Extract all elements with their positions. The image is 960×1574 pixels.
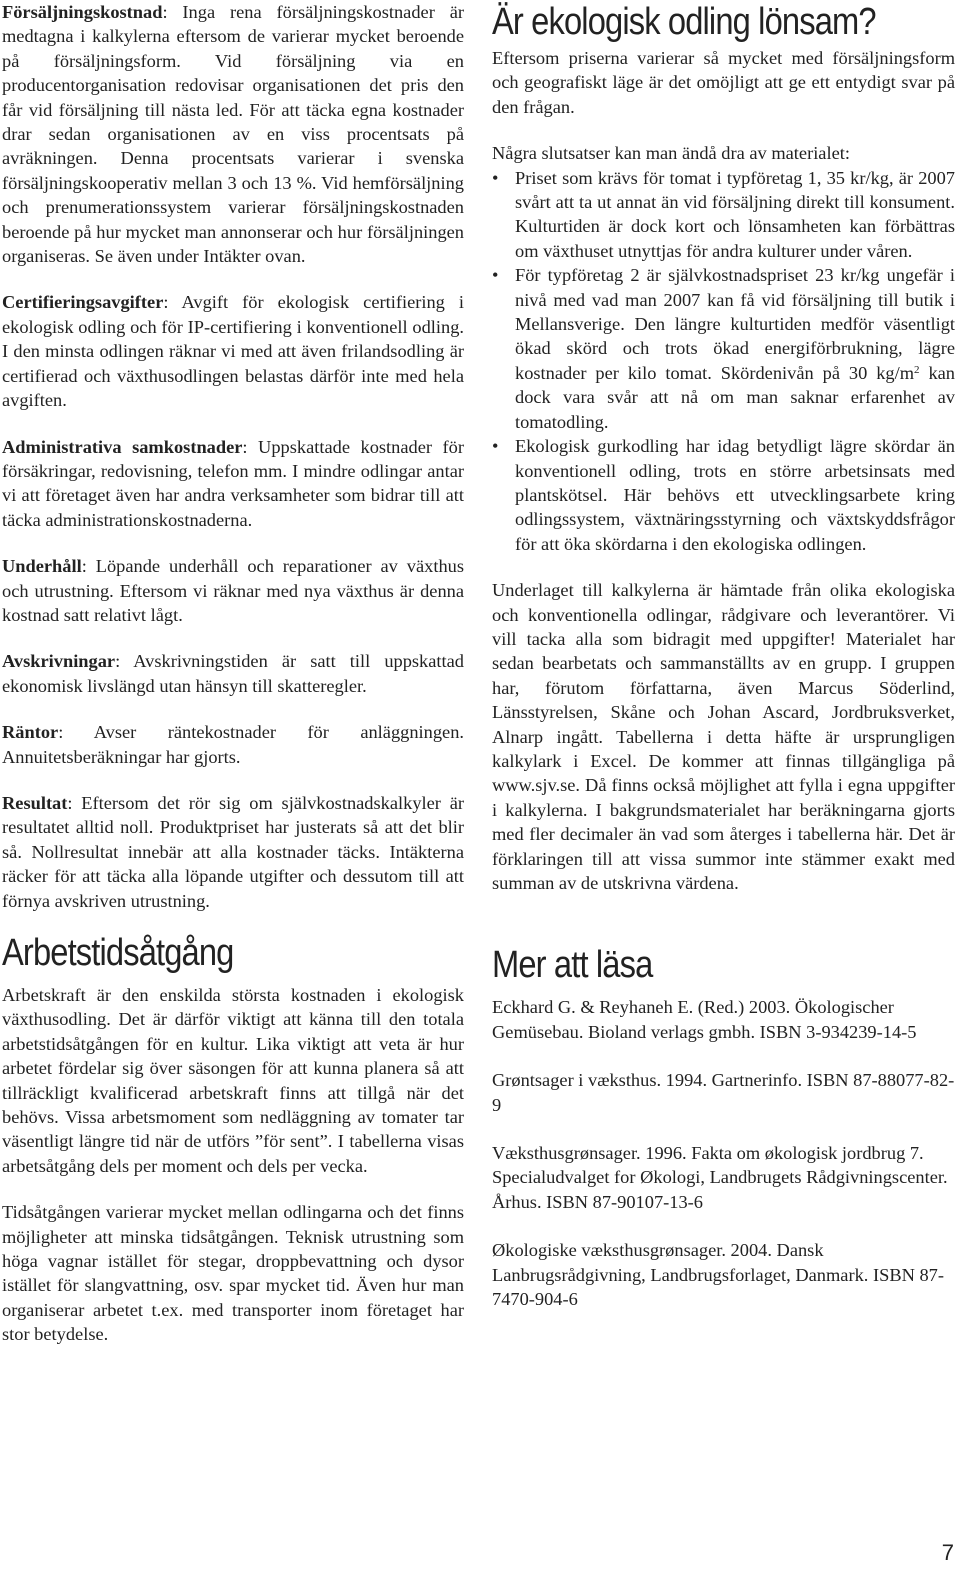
right-column	[492, 0, 955, 1311]
definition-certification-fees	[2, 290, 464, 412]
definition-sales-cost	[2, 0, 464, 268]
work-time-paragraph: Tidsåtgången varierar mycket mellan odlingarna och det finns möjligheter att minska tidsåtgången. Teknisk utrustning som höga vagnar istället för stegar, droppbevattning och dysor istället för slangvattning, osv. spar mycket tid. Även hur man organiserar arbetet t.ex. med transporter inom företaget har stor betydelse.	[2, 1202, 464, 1345]
list-item-text: För typföretag 2 är självkostnadspriset 23 kr/kg ungefär i nivå med vad man 2007 kan få vid försäljning till butik i Mellansverige. Den längre kulturtiden medför väsentligt ökad skörd och trots ökad energiförbrukning, lägre kostnader per kilo tomat. Skördenivån på 30 kg/m	[515, 265, 955, 383]
reference-item: Økologiske væksthusgrønsager. 2004. Dansk Lanbrugsrådgivning, Landbrugsforlaget, Danmark. ISBN 87-7470-904-6	[492, 1240, 944, 1310]
term-label: Certifieringsavgifter	[2, 292, 164, 313]
reference-item: Grøntsager i væksthus. 1994. Gartnerinfo. ISBN 87-88077-82-9	[492, 1070, 955, 1115]
work-time-paragraph: Arbetskraft är den enskilda största kostnaden i ekologisk växthusodling. Det är därför viktigt att känna till den totala arbetstidsåtgången för en kultur. Lika viktigt att veta är hur arbetet fördelar sig över säsongen för att kunna planera så att tillräckligt kvalificerad arbetskraft finns att tillgå när det behövs. Vissa arbetsmoment som nedläggning av tomater tar väsentligt längre tid när de utförs ”för sent”. I tabellerna visas arbetsåtgång dels per moment och dels per vecka.	[2, 985, 464, 1176]
acknowledgement-paragraph: Underlaget till kalkylerna är hämtade från olika ekologiska och konventionella odlingar, rådgivare och leverantörer. Vi vill tacka alla som bidragit med uppgifter! Materialet har sedan bearbetats och sammanställts av en grupp. I gruppen har, förutom författarna, även Marcus Söderlind, Länsstyrelsen, Skåne och Johan Ascard, Jordbruksverket, Alnarp ingått. Tabellerna i detta häfte är ursprungligen kalkylark i Excel. De kommer att finnas tillgängliga på www.sjv.se. Då finns också möjlighet att fylla i egna uppgifter i kalkylerna. I bakgrundsmaterialet har beräkningarna gjorts med fler decimaler än vad som återges i tabellerna här. Det är förklaringen till att vissa summor inte stämmer exakt med summan av de utskrivna värdena.	[492, 580, 955, 893]
definition-administrative-costs	[2, 435, 464, 533]
definition-result	[2, 791, 464, 913]
term-definition: : Avgift för ekologisk certifiering i ekologisk odling och för IP-certifiering i konventionell odling. I den minsta odlingen räknar vi med att även frilandsodling är certifierad och växthusodlingen belastas därför inte med hela avgiften.	[2, 292, 464, 411]
list-item-text: Priset som krävs för tomat i typföretag 1, 35 kr/kg, är 2007 svårt att ta ut annat än vid försäljning direkt till konsument. Kulturtiden är dock kort och lönsamheten kan förbättras om växthuset utnyttjas för andra kulturer under våren.	[515, 167, 955, 261]
profitability-intro: Eftersom priserna varierar så mycket med försäljningsform och geografiskt läge är det omöjligt att ge ett entydigt svar på den frågan.	[492, 48, 955, 117]
term-label: Resultat	[2, 792, 68, 813]
term-label: Försäljningskostnad	[2, 2, 163, 22]
section-heading-work-time: Arbetstidsåtgång	[2, 932, 234, 974]
conclusions-lead: Några slutsatser kan man ändå dra av materialet:	[492, 143, 850, 164]
conclusions-list	[492, 166, 955, 557]
superscript: 2	[914, 363, 920, 376]
reference-item: Væksthusgrønsager. 1996. Fakta om økologisk jordbrug 7. Specialudvalget for Økologi, Landbrugets Rådgivningscenter. Århus. ISBN 87-90107-13-6	[492, 1143, 948, 1212]
list-item-text: Ekologisk gurkodling har idag betydligt lägre skördar än konventionell odling, trots en större arbetsinsats med plantskötsel. Här behövs ett utvecklingsarbete kring odlingssystem, växtnäringsstyrning och växtskyddsfrågor för att öka skördarna i den ekologiska odlingen.	[515, 436, 955, 554]
left-column	[2, 0, 464, 1347]
term-label: Avskrivningar	[2, 651, 116, 672]
section-heading-profitability: Är ekologisk odling lönsam?	[492, 1, 876, 43]
list-item	[492, 434, 955, 556]
definition-maintenance	[2, 554, 464, 627]
term-label: Administrativa samkostnader	[2, 436, 243, 457]
term-definition: : Inga rena försäljningskostnader är medtagna i kalkylerna eftersom de varierar mycket beroende på försäljningsform. Vid försäljning via en producentorganisation redovisar organisationen det pris den får vid försäljning till nästa led. För att täcka egna kostnader drar sedan organisationen av en viss procentsats på avräkningen. Denna procentsats varierar i svenska försäljningskooperativ mellan 3 och 13 %. Vid hemförsäljning och prenumerationssystem varierar försäljningskostnaden beroende på hur mycket man annonserar och hur försäljningen organiseras. Se även under Intäkter ovan.	[2, 2, 464, 267]
term-definition: : Avser räntekostnader för anläggningen. Annuitetsberäkningar har gjorts.	[2, 722, 464, 767]
term-label: Underhåll	[2, 556, 82, 577]
section-heading-further-reading: Mer att läsa	[492, 944, 653, 987]
reference-item: Eckhard G. & Reyhaneh E. (Red.) 2003. Ökologischer Gemüsebau. Bioland verlags gmbh. ISBN 3-934239-14-5	[492, 997, 917, 1042]
bullet-icon: •	[492, 265, 499, 286]
definition-depreciation	[2, 649, 464, 698]
bullet-icon: •	[492, 436, 499, 457]
list-item	[492, 166, 955, 264]
term-definition: : Eftersom det rör sig om självkostnadskalkyler är resultatet alltid noll. Produktpriset har justerats så att det blir så. Nollresultat innebär att alla kostnader täcks. Intäkterna räcker för att täcka alla löpande utgifter och dessutom till att förnya avskriven utrustning.	[2, 792, 464, 911]
term-definition: : Avskrivningstiden är satt till uppskattad ekonomisk livslängd utan hänsyn till skatteregler.	[2, 651, 464, 696]
page-number: 7	[941, 1540, 954, 1565]
term-label: Räntor	[2, 722, 59, 743]
definition-interest	[2, 720, 464, 769]
term-definition: : Uppskattade kostnader för försäkringar, redovisning, telefon mm. I mindre odlingar antar vi att företaget även har andra verksamheter som bidrar till att täcka administrationskostnaderna.	[2, 436, 464, 530]
bullet-icon: •	[492, 167, 499, 188]
list-item-text-continued: kan dock vara svår att nå om man saknar erfarenhet av tomatodling.	[515, 362, 956, 432]
term-definition: : Löpande underhåll och reparationer av växthus och utrustning. Eftersom vi räknar med nya växthus är denna kostnad satt relativt lågt.	[2, 556, 464, 625]
list-item	[492, 263, 955, 434]
